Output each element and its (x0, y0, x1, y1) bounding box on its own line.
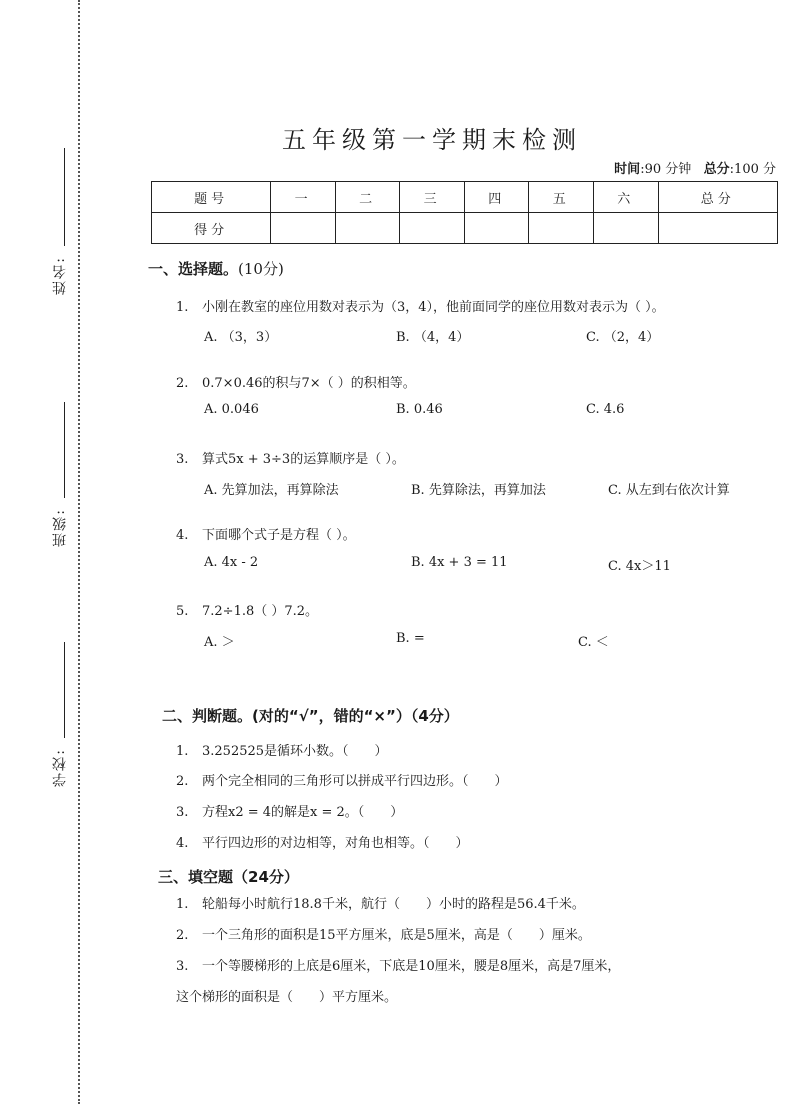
question-text: 下面哪个式子是方程（ ）。 (202, 528, 356, 543)
score-header-cell: 总分 (658, 182, 777, 213)
section3-heading (158, 866, 299, 887)
score-header-cell: 六 (594, 182, 659, 213)
question-text: 一个三角形的面积是15平方厘米，底是5厘米，高是（ ）厘米。 (202, 928, 591, 943)
total-value: :100 分 (729, 162, 776, 177)
question-text: 两个完全相同的三角形可以拼成平行四边形。（ ） (202, 774, 508, 789)
score-header-cell: 一 (271, 182, 336, 213)
question-continuation: 这个梯形的面积是（ ）平方厘米。 (176, 990, 398, 1005)
option-a[interactable]: A. 4x - 2 (204, 555, 259, 570)
option-a[interactable]: A. ＞ (204, 635, 235, 650)
question-text: 0.7×0.46的积与7×（ ）的积相等。 (202, 376, 416, 391)
option-b[interactable]: B. = (396, 631, 425, 646)
time-label: 时间 (614, 162, 641, 177)
question (176, 801, 403, 820)
question (176, 372, 416, 391)
option-b[interactable]: B. （4，4） (396, 330, 470, 345)
option-c[interactable]: C. 从左到右依次计算 (608, 483, 730, 498)
exam-meta (614, 158, 776, 177)
question-number: 1. (176, 300, 189, 315)
name-label: 姓名: (52, 256, 68, 295)
question-number: 3. (176, 452, 189, 467)
question-text: 轮船每小时航行18.8千米，航行（ ）小时的路程是56.4千米。 (202, 897, 585, 912)
question (176, 832, 469, 851)
option-a[interactable]: A. （3，3） (204, 330, 278, 345)
score-cell[interactable] (658, 213, 777, 244)
question-number: 3. (176, 959, 189, 974)
section3-title: 三、填空题 (158, 868, 234, 886)
score-header-cell: 题号 (152, 182, 271, 213)
option-b[interactable]: B. 4x + 3 = 11 (411, 555, 508, 570)
score-row-label: 得分 (152, 213, 271, 244)
question-number: 4. (176, 836, 189, 851)
question (176, 296, 665, 315)
score-header-cell: 四 (464, 182, 529, 213)
score-header-cell: 二 (335, 182, 400, 213)
option-c[interactable]: C. ＜ (578, 635, 609, 650)
option-b[interactable]: B. 先算除法，再算加法 (411, 483, 546, 498)
question-text: 小刚在教室的座位用数对表示为（3，4），他前面同学的座位用数对表示为（ ）。 (202, 300, 665, 315)
section1-title: 一、选择题。 (148, 260, 239, 278)
option-b[interactable]: B. 0.46 (396, 402, 443, 417)
question-number: 2. (176, 928, 189, 943)
score-cell[interactable] (594, 213, 659, 244)
question-text: 一个等腰梯形的上底是6厘米，下底是10厘米，腰是8厘米，高是7厘米， (202, 959, 621, 974)
section2-heading (162, 705, 459, 726)
question (176, 448, 405, 467)
section3-points: （24分） (233, 868, 299, 886)
question (176, 893, 585, 912)
question-number: 5. (176, 604, 189, 619)
school-field-line[interactable] (64, 642, 65, 738)
option-a[interactable]: A. 0.046 (204, 402, 259, 417)
question-text: 算式5x + 3÷3的运算顺序是（ ）。 (202, 452, 405, 467)
total-label: 总分 (703, 162, 730, 177)
option-c[interactable]: C. 4.6 (586, 402, 625, 417)
question (176, 924, 591, 943)
section1-points: (10分) (238, 260, 284, 278)
score-table-header-row (152, 182, 778, 213)
score-cell[interactable] (271, 213, 336, 244)
score-header-cell: 三 (400, 182, 465, 213)
score-cell[interactable] (400, 213, 465, 244)
question-number: 3. (176, 805, 189, 820)
question-text: 平行四边形的对边相等，对角也相等。（ ） (202, 836, 469, 851)
score-table (151, 181, 778, 244)
question-number: 2. (176, 376, 189, 391)
question (176, 524, 356, 543)
question-number: 4. (176, 528, 189, 543)
score-cell[interactable] (529, 213, 594, 244)
question (176, 600, 318, 619)
question-number: 1. (176, 744, 189, 759)
class-field-line[interactable] (64, 402, 65, 498)
page-title: 五年级第一学期末检测 (282, 126, 582, 154)
score-header-cell: 五 (529, 182, 594, 213)
question-text: 7.2÷1.8（ ）7.2。 (202, 604, 319, 619)
section1-heading (148, 258, 284, 279)
time-value: :90 分钟 (640, 162, 692, 177)
question (176, 770, 508, 789)
question-text: 3.252525是循环小数。（ ） (202, 744, 388, 759)
score-table-score-row (152, 213, 778, 244)
question-number: 1. (176, 897, 189, 912)
score-cell[interactable] (464, 213, 529, 244)
question-text: 方程x2 = 4的解是x = 2。（ ） (202, 805, 404, 820)
class-label: 班级: (52, 508, 68, 547)
binding-line (78, 0, 80, 1104)
section2-points: （4分） (410, 707, 459, 725)
question (176, 740, 388, 759)
option-a[interactable]: A. 先算加法，再算除法 (204, 483, 339, 498)
score-cell[interactable] (335, 213, 400, 244)
name-field-line[interactable] (64, 148, 65, 246)
section2-title: 二、判断题。(对的“√”，错的“×”） (162, 707, 411, 725)
question-number: 2. (176, 774, 189, 789)
school-label: 学校: (52, 748, 68, 787)
question (176, 955, 620, 974)
option-c[interactable]: C. 4x＞11 (608, 559, 671, 574)
option-c[interactable]: C. （2，4） (586, 330, 660, 345)
